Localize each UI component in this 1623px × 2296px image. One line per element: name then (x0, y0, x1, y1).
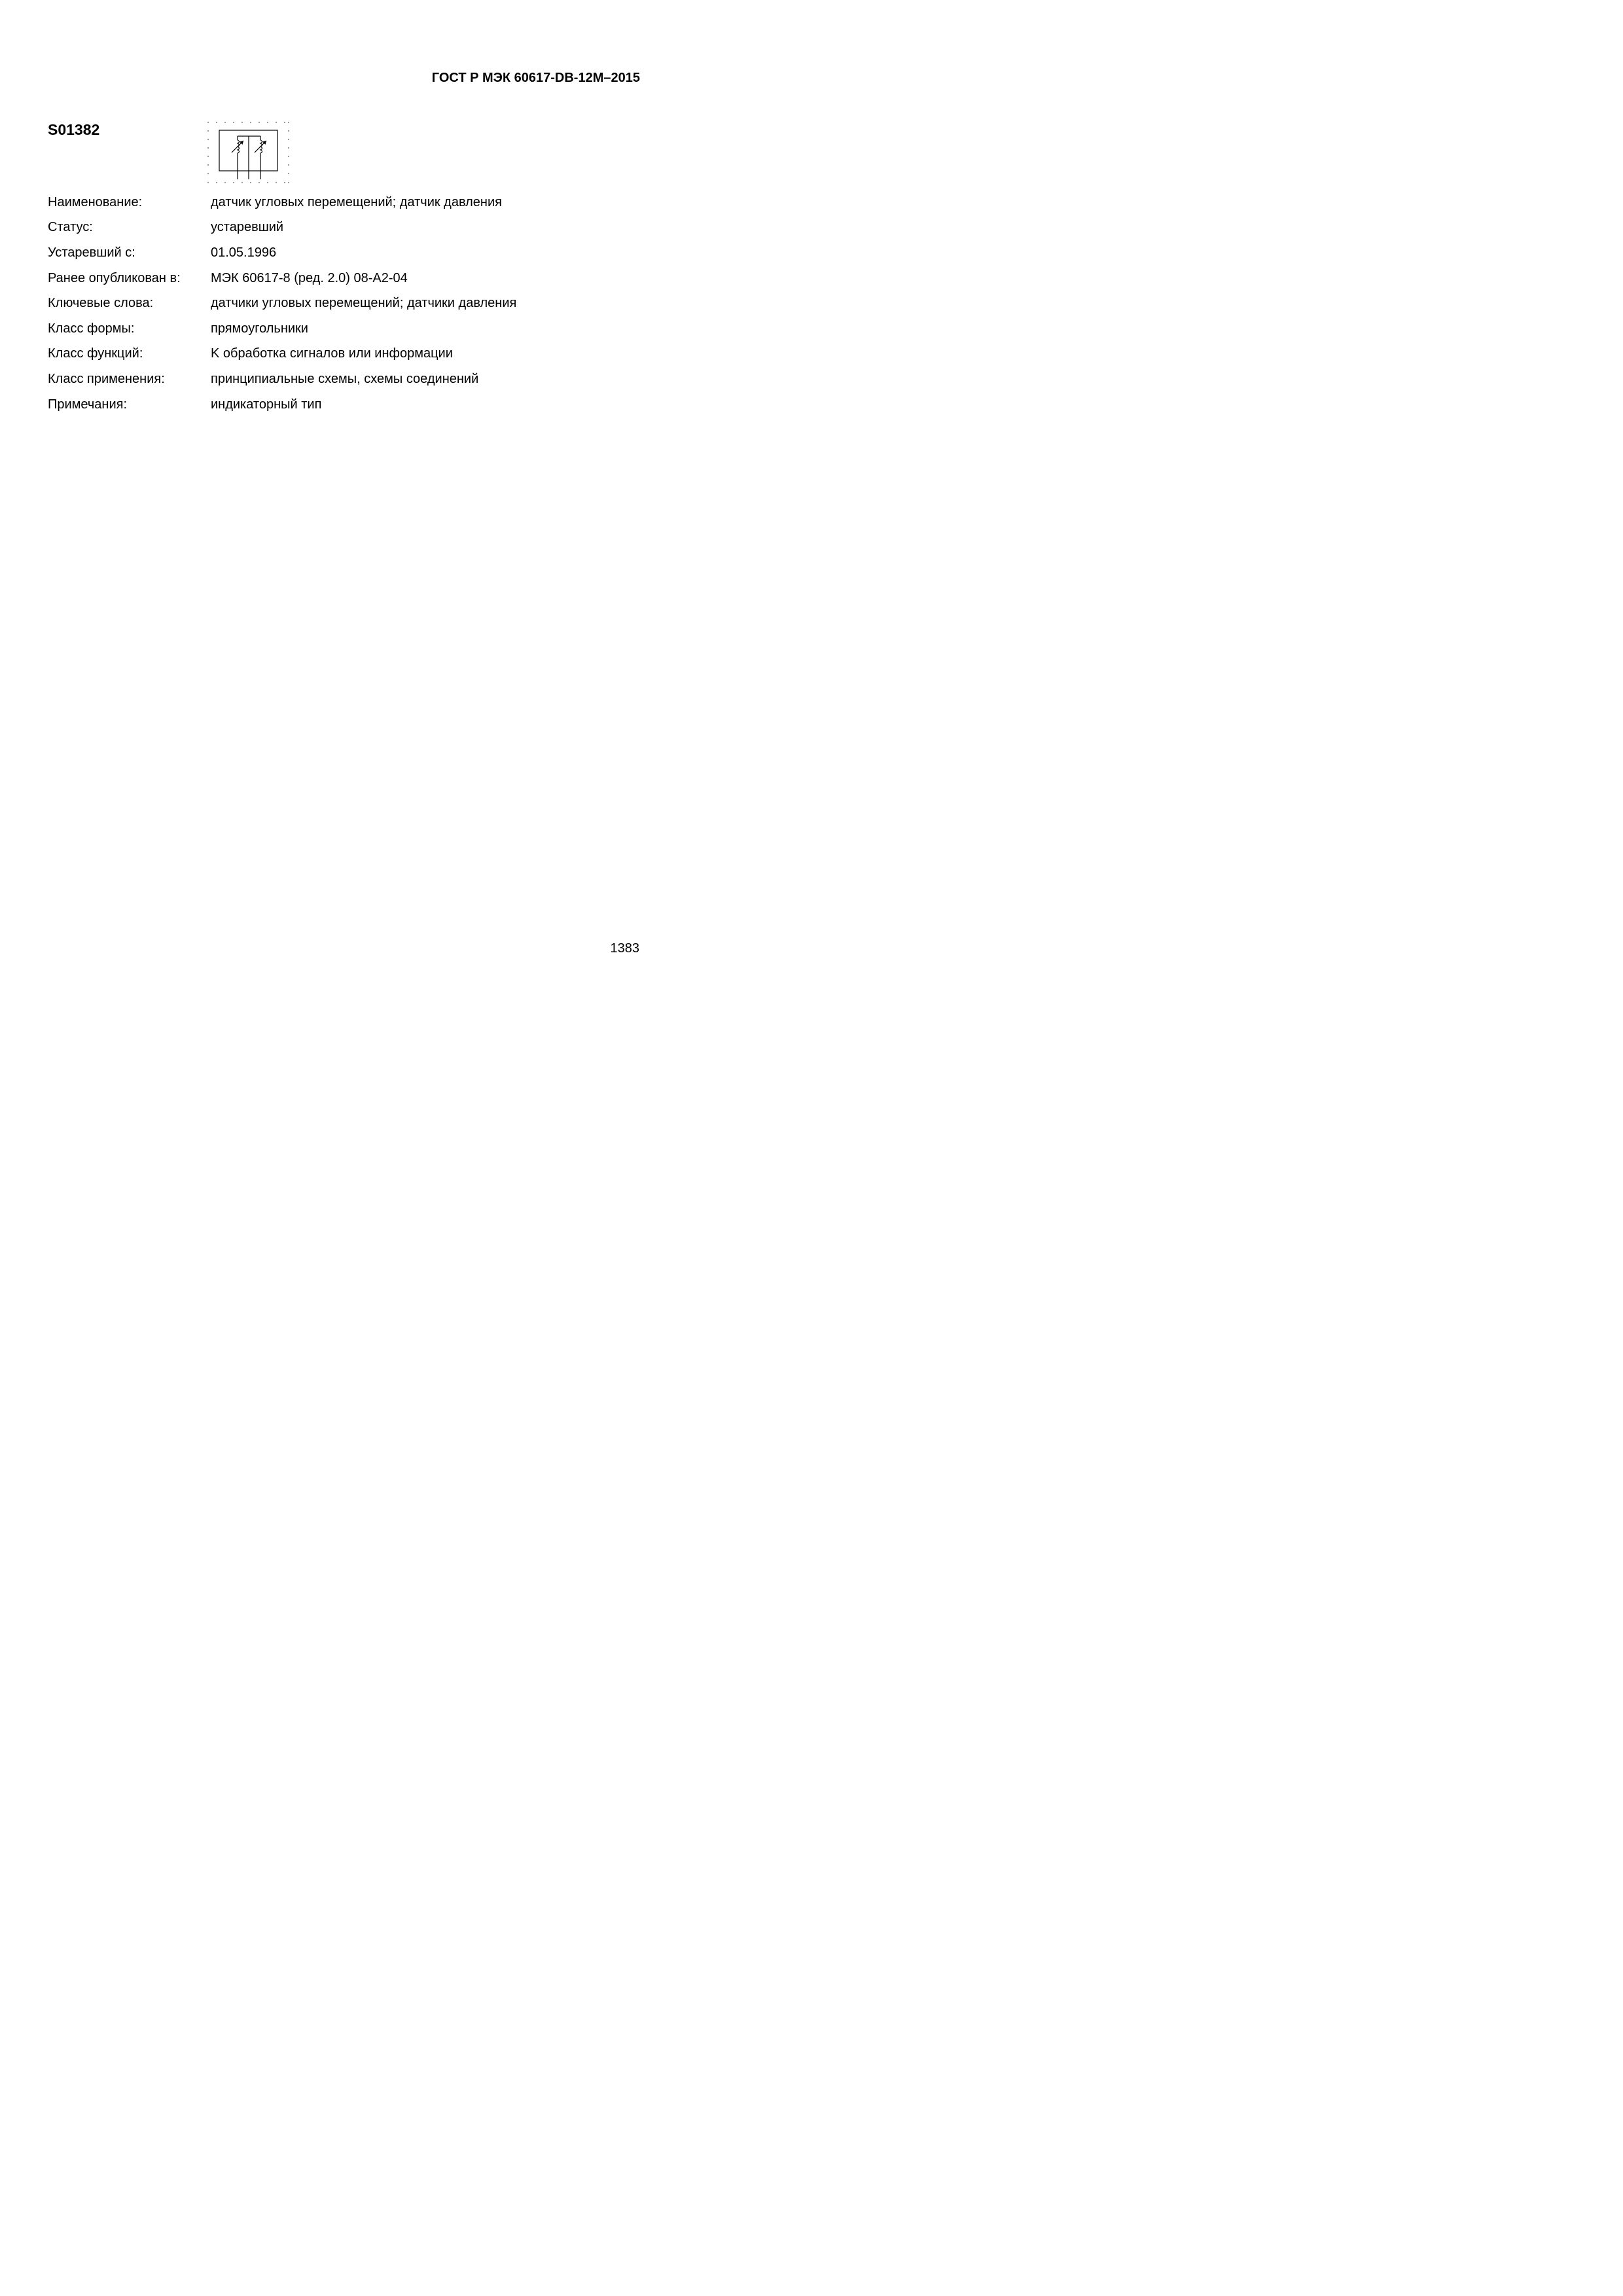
property-row-previously-published (48, 266, 516, 291)
symbol-id: S01382 (48, 121, 100, 138)
standard-designation: ГОСТ Р МЭК 60617-DB-12M–2015 (431, 71, 640, 85)
property-label: Устаревший с: (48, 245, 135, 260)
property-label: Ключевые слова: (48, 296, 154, 311)
property-label: Примечания: (48, 397, 128, 412)
properties-table (48, 190, 516, 417)
property-value: датчики угловых перемещений; датчики давления (211, 296, 517, 311)
property-row-status (48, 215, 516, 241)
property-value: прямоугольники (211, 321, 308, 336)
property-value: индикаторный тип (211, 397, 322, 412)
transducer-symbol-icon (205, 120, 291, 185)
property-row-function-class (48, 342, 516, 367)
property-row-obsolete-since (48, 240, 516, 266)
property-label: Класс функций: (48, 346, 143, 361)
property-value: 01.05.1996 (211, 245, 277, 260)
property-value: датчик угловых перемещений; датчик давления (211, 194, 502, 209)
property-row-keywords (48, 291, 516, 316)
page-number: 1383 (610, 941, 639, 956)
property-row-application-class (48, 367, 516, 392)
property-label: Ранее опубликован в: (48, 270, 181, 285)
property-value: МЭК 60617-8 (ред. 2.0) 08-A2-04 (211, 270, 408, 285)
property-value: устаревший (211, 220, 284, 235)
property-value: K обработка сигналов или информации (211, 346, 453, 361)
property-label: Класс формы: (48, 321, 135, 336)
property-label: Наименование: (48, 194, 143, 209)
property-row-notes (48, 392, 516, 418)
property-row-shape-class (48, 316, 516, 342)
property-label: Статус: (48, 220, 93, 235)
property-row-name (48, 190, 516, 215)
property-label: Класс применения: (48, 371, 165, 386)
property-value: принципиальные схемы, схемы соединений (211, 371, 479, 386)
